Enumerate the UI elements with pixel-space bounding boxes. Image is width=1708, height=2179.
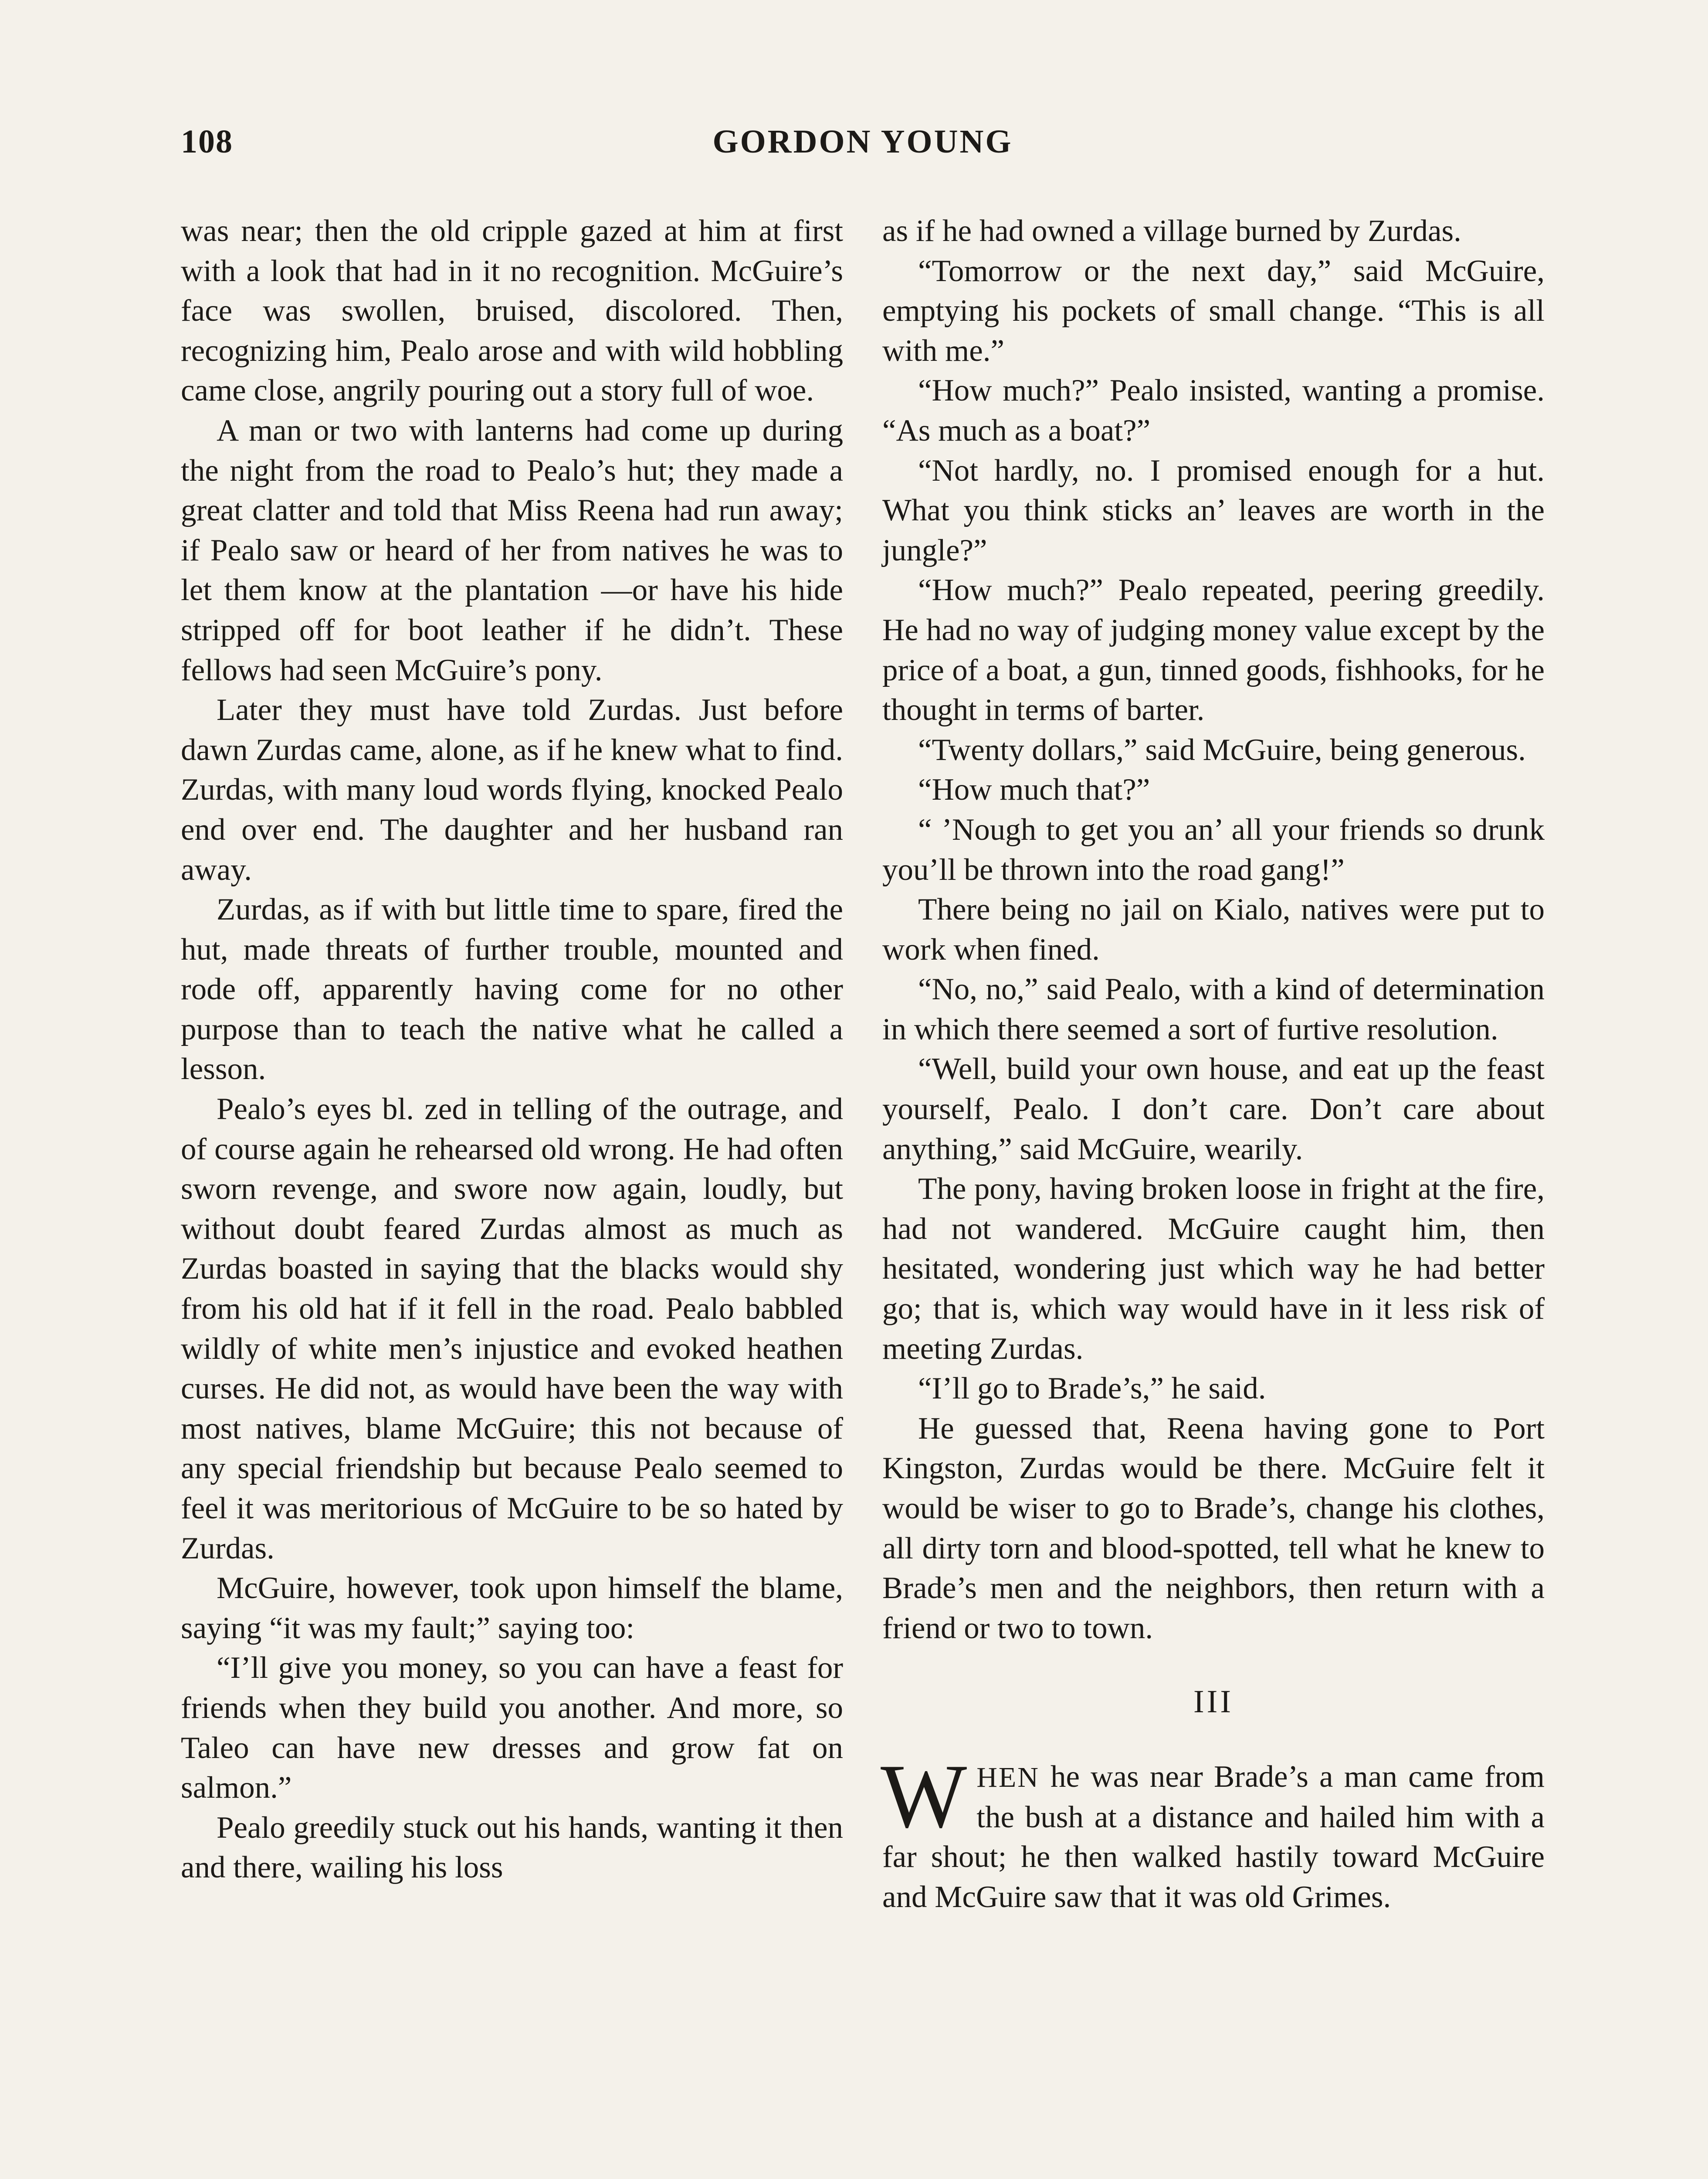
paragraph: Later they must have told Zurdas. Just before dawn Zurdas came, alone, as if he knew what to find. Zurdas, with many loud words flying, knocked Pealo end over end. The daughter and her husband ran away. [181, 693, 843, 887]
running-head: GORDON YOUNG [712, 123, 1013, 160]
paragraph: “No, no,” said Pealo, with a kind of determination in which there seemed a sort of furtive resolution. [882, 972, 1545, 1046]
section-heading: III [1193, 1684, 1234, 1720]
right-column [882, 211, 1545, 1917]
left-column [181, 211, 843, 1888]
page-header [181, 123, 1545, 171]
paragraph: as if he had owned a village burned by Zurdas. [882, 214, 1461, 248]
paragraph: “I’ll give you money, so you can have a feast for friends when they build you another. And more, so Taleo can have new dresses and grow fat on salmon.” [181, 1651, 843, 1805]
paragraph: “I’ll go to Brade’s,” he said. [918, 1371, 1266, 1406]
paragraph: “ ’Nough to get you an’ all your friends so drunk you’ll be thrown into the road gang!” [882, 812, 1545, 887]
paragraph: “Tomorrow or the next day,” said McGuire, emptying his pockets of small change. “This is all with me.” [882, 254, 1545, 368]
paragraph: Pealo’s eyes bl. zed in telling of the outrage, and of course again he rehearsed old wrong. He had often sworn revenge, and swore now again, loudly, but without doubt feared Zurdas almost as much as Zurdas boasted in saying that the blacks would shy from his old hat if it fell in the road. Pealo babbled wildly of white men’s injustice and evoked heathen curses. He did not, as would have been the way with most natives, blame McGuire; this not because of any special friendship but because Pealo seemed to feel it was meritorious of McGuire to be so hated by Zurdas. [181, 1092, 843, 1565]
page-number: 108 [181, 123, 233, 160]
drop-cap: W [881, 1745, 967, 1847]
lead-caps: HEN [976, 1761, 1040, 1793]
paragraph: “How much?” Pealo insisted, wanting a promise. “As much as a boat?” [882, 373, 1545, 448]
paragraph: “How much?” Pealo repeated, peering greedily. He had no way of judging money value except by the price of a boat, a gun, tinned goods, fishhooks, for he thought in terms of barter. [882, 573, 1545, 727]
paragraph: “Twenty dollars,” said McGuire, being generous. [918, 733, 1526, 767]
section-opening-paragraph [881, 1745, 1545, 1917]
paragraph: Pealo greedily stuck out his hands, wanting it then and there, wailing his loss [181, 1810, 843, 1885]
paragraph: was near; then the old cripple gazed at him at first with a look that had in it no recognition. McGuire’s face was swollen, bruised, discolored. Then, recognizing him, Pealo arose and with wild hobbling came close, angrily pouring out a story full of woe. [181, 214, 843, 408]
paragraph: A man or two with lanterns had come up during the night from the road to Pealo’s hut; they made a great clatter and told that Miss Reena had run away; if Pealo saw or heard of her from natives he was to let them know at the plantation —or have his hide stripped off for boot leather if he didn’t. These fellows had seen McGuire’s pony. [181, 413, 843, 687]
paragraph: “How much that?” [918, 773, 1150, 807]
paragraph: Zurdas, as if with but little time to spare, fired the hut, made threats of further trouble, mounted and rode off, apparently having come for no other purpose than to teach the native what he called a lesson. [181, 893, 843, 1086]
paragraph: “Not hardly, no. I promised enough for a hut. What you think sticks an’ leaves are worth in the jungle?” [882, 453, 1545, 567]
paragraph: He guessed that, Reena having gone to Port Kingston, Zurdas would be there. McGuire felt it would be wiser to go to Brade’s, change his clothes, all dirty torn and blood-spotted, tell what he knew to Brade’s men and the neighbors, then return with a friend or two to town. [882, 1411, 1545, 1645]
paragraph: McGuire, however, took upon himself the blame, saying “it was my fault;” saying too: [181, 1571, 843, 1645]
paragraph: “Well, build your own house, and eat up the feast yourself, Pealo. I don’t care. Don’t care about anything,” said McGuire, wearily. [882, 1052, 1545, 1166]
paragraph: There being no jail on Kialo, natives were put to work when fined. [882, 893, 1545, 967]
paragraph: The pony, having broken loose in fright at the fire, had not wandered. McGuire caught him, then hesitated, wondering just which way he had better go; that is, which way would have in it less risk of meeting Zurdas. [882, 1172, 1545, 1366]
opening-text: he was near Brade’s a man came from the bush at a distance and hailed him with a far shout; he then walked hastily toward McGuire and McGuire saw that it was old Grimes. [882, 1759, 1545, 1914]
